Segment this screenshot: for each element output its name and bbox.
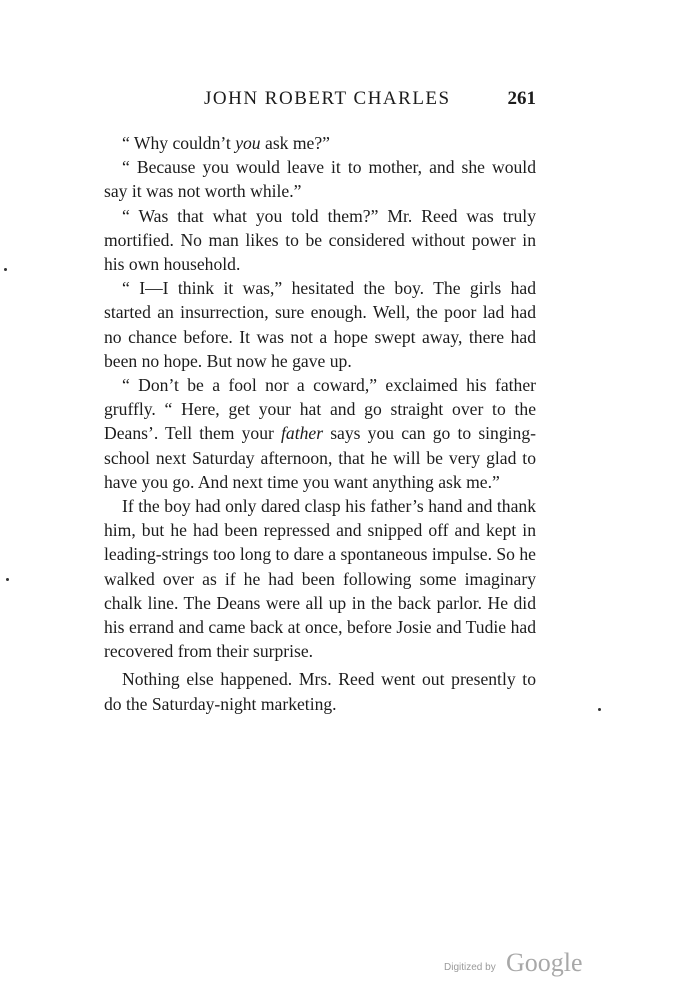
paragraph-text: “ Because you would leave it to mother, and she would say it was not worth while.”	[104, 157, 536, 202]
paragraph	[104, 373, 536, 494]
digitized-by-label: Digitized by	[444, 962, 496, 973]
scan-speck	[6, 578, 9, 581]
paragraph	[104, 204, 536, 277]
paragraph-text: ask me?”	[260, 133, 330, 153]
paragraph	[104, 131, 536, 155]
scan-speck	[598, 708, 601, 711]
paragraph-text: Nothing else happened. Mrs. Reed went out presently to do the Saturday-night marketing.	[104, 669, 536, 714]
italic-text: you	[235, 133, 261, 153]
paragraph-text: “ Was that what you told them?” Mr. Reed was truly mortified. No man likes to be considered without power in his own household.	[104, 205, 536, 275]
paragraph	[104, 155, 536, 203]
scan-speck	[4, 268, 7, 271]
paragraph	[104, 276, 536, 373]
running-title: JOHN ROBERT CHARLES	[204, 88, 451, 109]
paragraph	[104, 494, 536, 663]
paragraph-text: “ Why couldn’t	[122, 133, 236, 153]
paragraph-text: “ Don’t be a fool nor a coward,” exclaimed his father gruffly. “ Here, get your hat and go straight over to the Deans’. Tell them your	[104, 375, 536, 444]
page-header	[104, 88, 536, 116]
page-number: 261	[507, 88, 536, 109]
google-logo: Google	[506, 948, 583, 977]
paragraph-text: says you can go to singing-school next Saturday afternoon, that he will be very glad to have you go. And next time you want anything ask me.”	[104, 423, 536, 492]
paragraph-text: If the boy had only dared clasp his father’s hand and thank him, but he had been repressed and snipped off and kept in leading-strings too long to dare a spontaneous impulse. So he walked over as if he had been following some imaginary chalk line. The Deans were all up in the back parlor. He did his errand and came back at once, before Josie and Tudie had recovered from their surprise.	[104, 496, 536, 662]
body-text	[104, 131, 536, 716]
digitized-by-watermark	[444, 950, 594, 982]
paragraph-text: “ I—I think it was,” hesitated the boy. The girls had started an insurrection, sure enough. Well, the poor lad had no chance before. It was not a hope swept away, there had been no hope. But now he gave up.	[104, 278, 536, 371]
paragraph	[104, 667, 536, 715]
italic-text: father	[281, 423, 324, 444]
